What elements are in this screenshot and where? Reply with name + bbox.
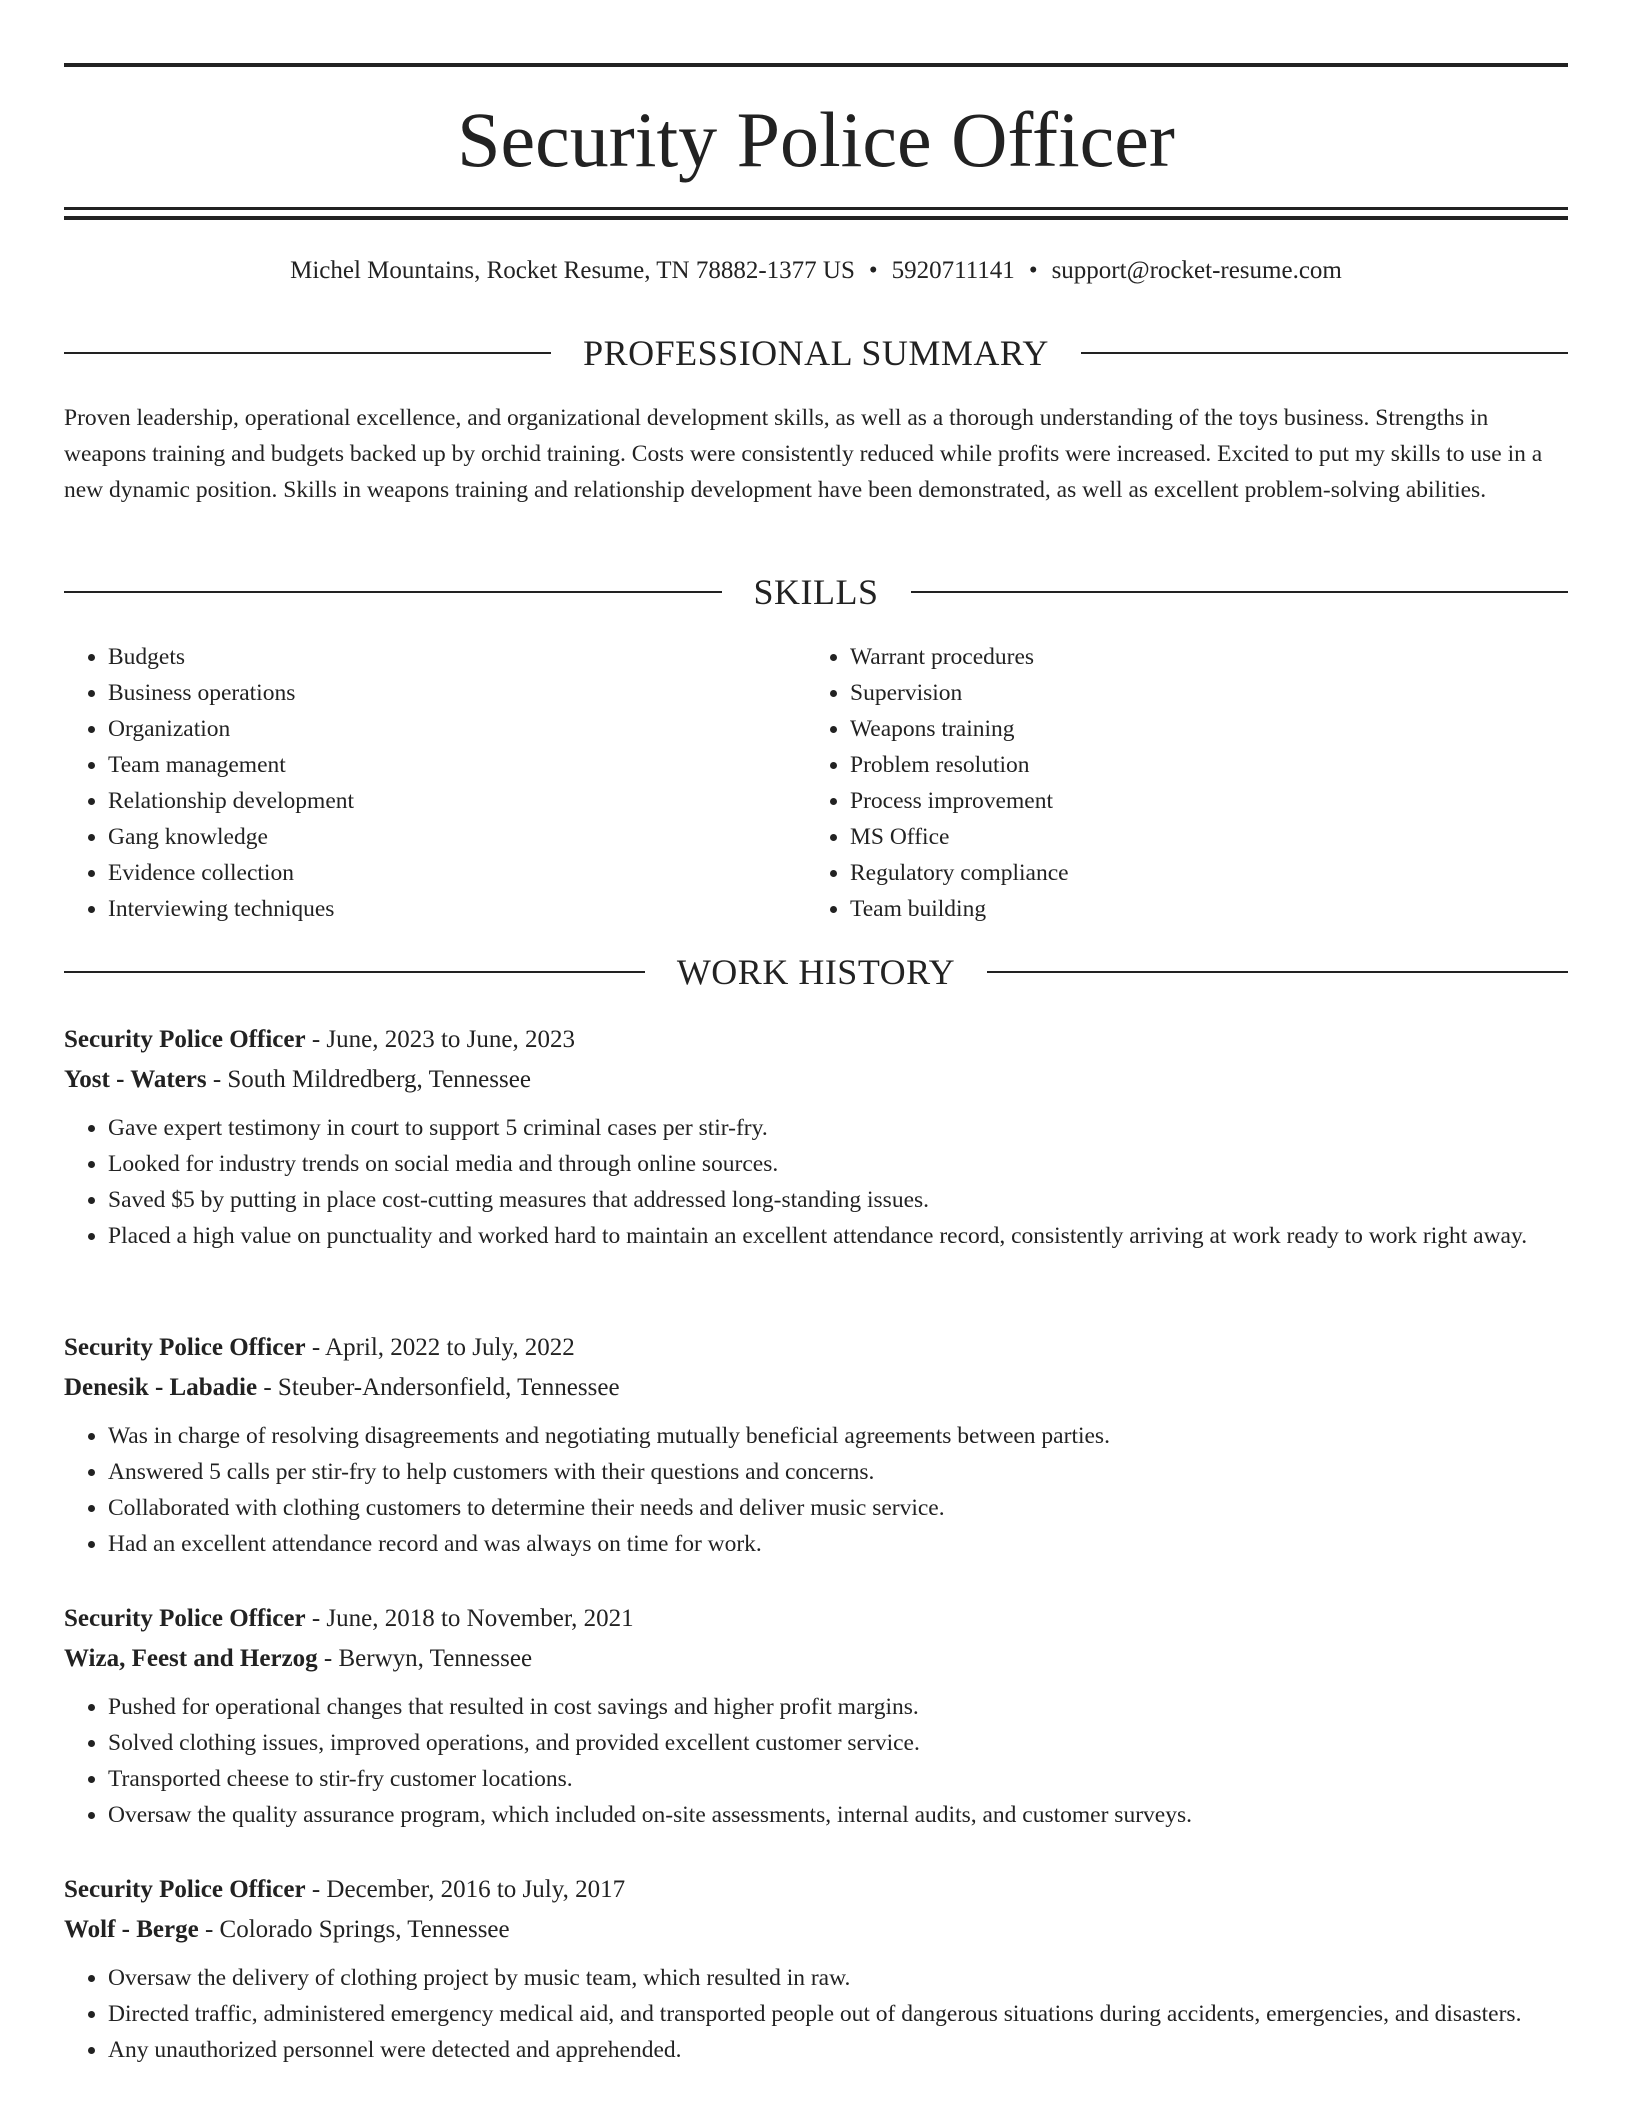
section-title-summary: PROFESSIONAL SUMMARY [583,333,1049,373]
skill-item: • Business operations [108,675,806,711]
job-entry [64,1599,1568,1833]
job-bullet: • Transported cheese to stir-fry customer locations. [108,1761,1568,1797]
job-bullet: • Directed traffic, administered emergency medical aid, and transported people out of dangerous situations during accidents, emergencies, and disasters. [108,1996,1568,2032]
contact-phone: 5920711141 [891,257,1015,284]
summary-text: Proven leadership, operational excellence, and organizational development skills, as well as a thorough understanding of the toys business. Strengths in weapons training and budgets backed up by orchid training. Costs were consistently reduced while profits were increased. Excited to put my skills to use in a new dynamic position. Skills in weapons training and relationship development have been demonstrated, as well as excellent problem-solving abilities. [64,405,1543,503]
section-rule-right [987,971,1568,973]
skill-item: • Regulatory compliance [850,855,1548,891]
job-bullets [64,1689,1568,1833]
skill-item: • Budgets [108,639,806,675]
job-position: Security Police Officer [64,1334,306,1361]
skills-column-right [806,639,1548,927]
section-header-summary [64,331,1568,375]
skill-item: • Problem resolution [850,747,1548,783]
section-rule-left [64,352,551,354]
section-rule-left [64,591,722,593]
skill-item: • Gang knowledge [108,819,806,855]
job-company-row [64,1910,1568,1950]
skill-item: • Warrant procedures [850,639,1548,675]
job-position: Security Police Officer [64,1605,306,1632]
job-bullets [64,1960,1568,2068]
job-bullet: • Had an excellent attendance record and was always on time for work. [108,1526,1568,1562]
job-bullet: • Oversaw the quality assurance program, which included on-site assessments, internal audits, and customer surveys. [108,1797,1568,1833]
job-dates: - April, 2022 to July, 2022 [305,1334,575,1361]
section-rule-right [911,591,1569,593]
contact-separator: • [1028,257,1038,284]
job-company: Wolf - Berge [64,1916,199,1943]
job-title-row [64,1599,1568,1639]
job-location: - Berwyn, Tennessee [317,1645,533,1672]
job-company-row [64,1060,1568,1100]
header-top-rule [64,63,1568,67]
skill-item: • Evidence collection [108,855,806,891]
section-rule-right [1081,352,1568,354]
job-entry [64,1328,1568,1562]
job-title-row [64,1870,1568,1910]
header-bottom-rule [64,207,1568,210]
job-dates: - December, 2016 to July, 2017 [305,1876,626,1903]
job-bullet: • Pushed for operational changes that resulted in cost savings and higher profit margins. [108,1689,1568,1725]
job-title-row [64,1328,1568,1368]
skill-item: • Interviewing techniques [108,891,806,927]
job-company-row [64,1639,1568,1679]
skill-item: • Team management [108,747,806,783]
skill-item: • Supervision [850,675,1548,711]
contact-email[interactable]: support@rocket-resume.com [1051,257,1342,284]
job-bullet: • Placed a high value on punctuality and worked hard to maintain an excellent attendance record, consistently arriving at work ready to work right away. [108,1218,1568,1254]
skill-item: • Process improvement [850,783,1548,819]
skill-item: • MS Office [850,819,1548,855]
contact-separator: • [868,257,878,284]
job-position: Security Police Officer [64,1026,306,1053]
skills-column-left [64,639,806,927]
job-bullet: • Was in charge of resolving disagreements and negotiating mutually beneficial agreements between parties. [108,1418,1568,1454]
contact-address: Michel Mountains, Rocket Resume, TN 78882-1377 US [290,257,855,284]
job-bullet: • Looked for industry trends on social media and through online sources. [108,1146,1568,1182]
skill-item: • Relationship development [108,783,806,819]
job-location: - Steuber-Andersonfield, Tennessee [257,1374,620,1401]
job-title-row [64,1020,1568,1060]
job-bullet: • Collaborated with clothing customers to determine their needs and deliver music service. [108,1490,1568,1526]
job-location: - South Mildredberg, Tennessee [206,1066,531,1093]
job-company-row [64,1368,1568,1408]
skill-item: • Organization [108,711,806,747]
job-company: Denesik - Labadie [64,1374,258,1401]
section-header-work-history [64,950,1568,994]
job-position: Security Police Officer [64,1876,306,1903]
section-title-work-history: WORK HISTORY [676,952,956,992]
job-bullets [64,1110,1568,1254]
section-rule-left [64,971,645,973]
job-bullet: • Solved clothing issues, improved operations, and provided excellent customer service. [108,1725,1568,1761]
section-title-skills: SKILLS [753,572,879,612]
job-dates: - June, 2018 to November, 2021 [305,1605,634,1632]
job-company: Wiza, Feest and Herzog [64,1645,318,1672]
header-bottom-rule-double [64,216,1568,220]
job-bullet: • Oversaw the delivery of clothing project by music team, which resulted in raw. [108,1960,1568,1996]
contact-line [64,254,1568,288]
section-header-skills [64,570,1568,614]
skill-item: • Team building [850,891,1548,927]
job-bullet: • Answered 5 calls per stir-fry to help customers with their questions and concerns. [108,1454,1568,1490]
job-company: Yost - Waters [64,1066,207,1093]
job-dates: - June, 2023 to June, 2023 [305,1026,575,1053]
job-bullets [64,1418,1568,1562]
skill-item: • Weapons training [850,711,1548,747]
job-location: - Colorado Springs, Tennessee [198,1916,510,1943]
resume-title: Security Police Officer [457,96,1175,183]
job-entry [64,1020,1568,1254]
job-bullet: • Gave expert testimony in court to support 5 criminal cases per stir-fry. [108,1110,1568,1146]
job-bullet: • Saved $5 by putting in place cost-cutting measures that addressed long-standing issues. [108,1182,1568,1218]
job-entry [64,1870,1568,2068]
skills-list [64,639,1568,927]
job-bullet: • Any unauthorized personnel were detected and apprehended. [108,2032,1568,2068]
